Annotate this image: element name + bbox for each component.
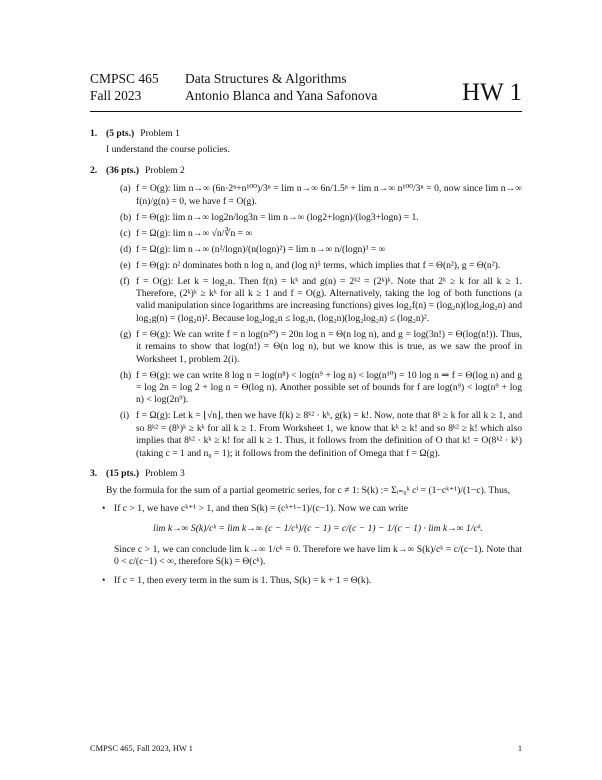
list-item <box>120 244 522 256</box>
problem-heading <box>90 128 522 140</box>
course-info <box>90 70 159 104</box>
problem-name: Problem 3 <box>145 468 185 480</box>
list-item <box>120 212 522 224</box>
list-item <box>120 228 522 240</box>
list-item <box>120 329 522 366</box>
course-title-block <box>185 70 377 104</box>
item-label: (d) <box>120 243 132 255</box>
item-label: (g) <box>120 328 132 340</box>
list-item <box>120 260 522 272</box>
bullet-text: If c > 1, we have cᵏ⁺¹ > 1, and then S(k) = (cᵏ⁺¹−1)/(c−1). Now we can write <box>114 502 409 514</box>
problem-3 <box>90 468 522 587</box>
bullet-item <box>102 503 522 569</box>
item-text: f = Ω(g): lim n→∞ (n²/logn)/(n(logn)²) = lim n→∞ n/(logn)³ = ∞ <box>136 243 386 255</box>
problem-name: Problem 1 <box>140 128 180 139</box>
header-rule <box>90 111 522 112</box>
list-item <box>120 183 522 208</box>
item-label: (a) <box>120 183 131 195</box>
item-text: f = O(g): lim n→∞ (6n·2ⁿ+n¹⁰⁰)/3ⁿ = lim n→∞ 6n/1.5ⁿ + lim n→∞ n¹⁰⁰/3ⁿ = 0, now since lim n→∞ f(n)/g(n) = 0, we have f = O(g). <box>136 183 522 207</box>
item-text: f = Ω(g): Let k = ⌊√n⌋, then we have f(k) ≥ 8ᵏ² · kᵏ, g(k) = k!. Now, note that 8ᵏ ≥ k for all k ≥ 1, and so 8ᵏ² = (8ᵏ)ᵏ ≥ kᵏ for all k ≥ 1. From Worksheet 1, we know that kᵏ ≥ k! and so 8ᵏ² ≥ k! which also implies that 8ᵏ² · kᵏ ≥ k! for all k ≥ 1. Thus, it follows from the definition of O that k! = O(8ᵏ² · kᵏ) (taking c = 1 and n₀ = 1); it follows from the definition of Omega that f = Ω(g). <box>136 410 522 459</box>
display-equation: lim k→∞ S(k)/cᵏ = lim k→∞ (c − 1/cᵏ)/(c − 1) = c/(c − 1) − 1/(c − 1) · lim k→∞ 1/cᵏ. <box>153 523 483 535</box>
item-text: f = Θ(g): n² dominates both n log n, and (log n)⁵ terms, which implies that f = Θ(n²), g = Θ(n²). <box>136 259 501 271</box>
bullet-marker: • <box>102 574 106 586</box>
bullet-marker: • <box>102 502 106 514</box>
bullet-continuation: Since c > 1, we can conclude lim k→∞ 1/cᵏ = 0. Therefore we have lim k→∞ S(k)/cᵏ = c/(c−1). Note that 0 < c/(c−1) < ∞, therefore S(k) = Θ(cᵏ). <box>114 543 522 568</box>
bullet-text: If c = 1, then every term in the sum is 1. Thus, S(k) = k + 1 = Θ(k). <box>114 574 372 586</box>
course-code: CMPSC 465 <box>90 71 159 86</box>
item-text: f = O(g): Let k = log₂n. Then f(n) = kᵏ and g(n) = 2ᵏ² = (2ᵏ)ᵏ. Note that 2ᵏ ≥ k for all k ≥ 1. Therefore, (2ᵏ)ᵏ ≥ kᵏ for all k ≥ 1 and f = O(g). Alternatively, taking the log of both functions (a valid manipulation since logarithms are increasing functions) gives log₂f(n) = (log₂n)(log₂log₂n) and log₂g(n) = (log₂n)². Because log₂log₂n ≤ log₂n, (log₂n)(log₂log₂n) ≤ (log₂n)². <box>136 275 522 324</box>
list-item <box>120 370 522 407</box>
problem-heading <box>90 468 522 480</box>
problem-number: 1. <box>90 128 98 139</box>
problem-points: (36 pts.) <box>106 164 140 176</box>
problem-points: (15 pts.) <box>106 468 140 480</box>
item-text: f = Θ(g): lim n→∞ log2n/log3n = lim n→∞ (log2+logn)/(log3+logn) = 1. <box>136 211 419 223</box>
item-label: (b) <box>120 211 132 223</box>
item-label: (c) <box>120 227 131 239</box>
item-label: (e) <box>120 259 131 271</box>
bullet-item <box>102 575 522 587</box>
problem-items <box>120 183 522 460</box>
item-label: (f) <box>120 275 130 287</box>
footer-label: CMPSC 465, Fall 2023, HW 1 <box>90 744 193 753</box>
problem-heading <box>90 165 522 177</box>
problem-2 <box>90 165 522 460</box>
list-item <box>120 276 522 326</box>
course-title: Data Structures & Algorithms <box>185 71 347 86</box>
item-label: (h) <box>120 369 132 381</box>
item-label: (i) <box>120 410 130 422</box>
problem-1 <box>90 128 522 157</box>
homework-label: HW 1 <box>462 79 522 106</box>
problem-text: I understand the course policies. <box>106 144 230 156</box>
problem-intro: By the formula for the sum of a partial geometric series, for c ≠ 1: S(k) := Σᵢ₌₀ᵏ cⁱ = (1−cᵏ⁺¹)/(1−c). Thus, <box>106 484 511 496</box>
item-text: f = Θ(g): we can write 8 log n = log(n⁸) < log(n⁹ + log n) < log(n¹⁰) = 10 log n ⇒ f = Θ(log n) and g = log 2n = log 2 + log n = Θ(log n). Another possible set of bounds for f are log(n⁹) < log(n⁹ + log n) < log(2n⁹). <box>136 369 522 406</box>
problem-number: 2. <box>90 164 98 176</box>
page-number: 1 <box>517 744 522 753</box>
problem-number: 3. <box>90 468 98 480</box>
list-item <box>120 410 522 460</box>
item-text: f = Ω(g): lim n→∞ √n/∛n = ∞ <box>136 227 253 239</box>
document-body <box>90 128 522 593</box>
item-text: f = Θ(g): We can write f = n log(n²⁰) = 20n log n = Θ(n log n), and g = log(3n!) = Θ(log(n!)). Thus, it remains to show that log(n!) = Θ(n log n), but we know this is true, as we saw the proof in Worksheet 1, problem 2(i). <box>136 328 522 365</box>
problem-points: (5 pts.) <box>106 128 135 139</box>
course-term: Fall 2023 <box>90 88 142 103</box>
course-authors: Antonio Blanca and Yana Safonova <box>185 88 378 103</box>
problem-name: Problem 2 <box>145 164 185 176</box>
